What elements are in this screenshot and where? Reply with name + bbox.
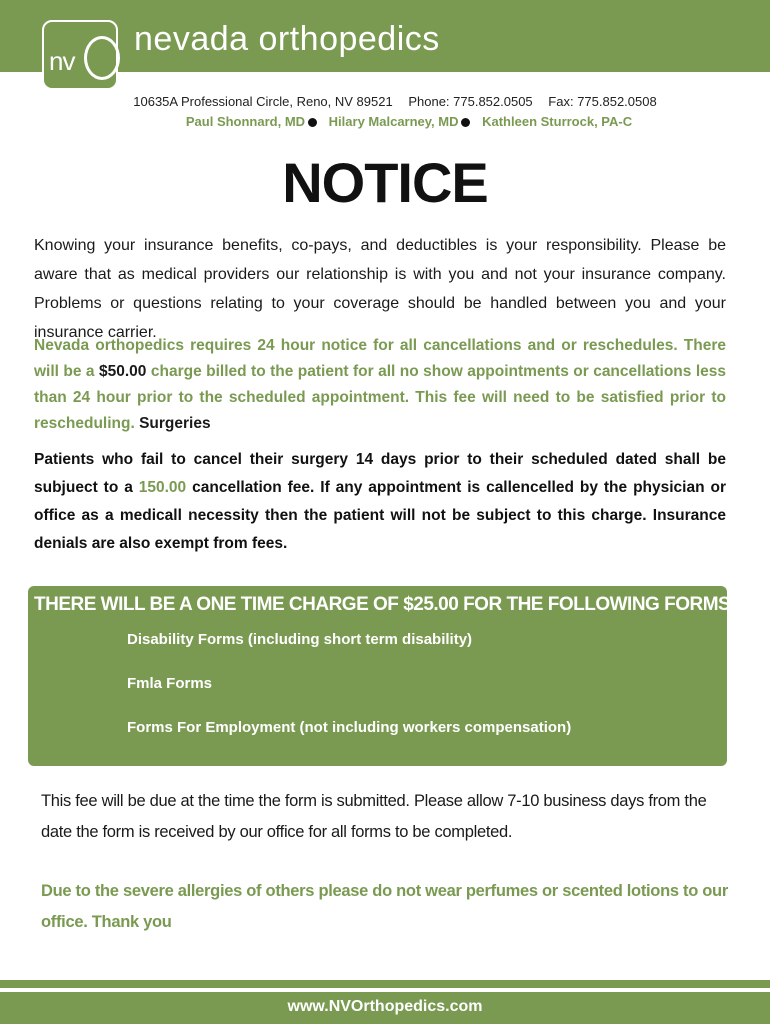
fax: Fax: 775.852.0508 xyxy=(548,94,657,109)
bullet-icon xyxy=(461,118,470,127)
form-item: Disability Forms (including short term disability) xyxy=(127,631,473,648)
surgery-text-2: cancellation fee. If any appointment is callencelled by the physician or office as a medicall necessity then the patient will not be subject to this charge. Insurance denials are also exempt from fees. xyxy=(34,479,726,552)
allergy-paragraph: Due to the severe allergies of others please do not wear perfumes or scented lotions to our office. Thank you xyxy=(41,882,728,931)
forms-charge-box xyxy=(28,586,737,766)
surgeries-text: Surgeries xyxy=(134,415,211,432)
noshow-fee-amount: $50.00 xyxy=(99,363,147,380)
website-link[interactable]: www.NVOrthopedics.com xyxy=(287,998,483,1015)
insurance-paragraph: Knowing your insurance benefits, co-pays, and deductibles is your responsibility. Please be aware that as medical providers our relationship is with you and not your insurance company. Problems or questions relating to your coverage should be handled between you and your insurance carrier. xyxy=(34,237,726,341)
surgery-paragraph xyxy=(34,446,726,558)
phone: Phone: 775.852.0505 xyxy=(408,94,533,109)
bullet-icon xyxy=(308,118,317,127)
footer-bar xyxy=(0,992,770,1024)
logo-ring-icon xyxy=(84,36,120,80)
doctors-line xyxy=(0,114,770,129)
page-title: NOTICE xyxy=(282,151,488,214)
cancellation-text-2: charge billed to the patient for all no show appointments or cancellations less than 24 hour prior to the scheduled appointment. This fee will need to be satisfied prior to rescheduling. xyxy=(34,363,727,432)
surgery-text: Patients who fail to cancel their surgery 14 days prior to their scheduled dated shall be subjuect to a xyxy=(34,451,726,496)
cancellation-text: Nevada orthopedics requires 24 hour notice for all cancellations and or reschedules. There will be a xyxy=(34,337,726,380)
forms-fee-paragraph: This fee will be due at the time the form is submitted. Please allow 7-10 business days from the date the form is received by our office for all forms to be completed. xyxy=(41,792,707,841)
doctor-name: Kathleen Sturrock, PA-C xyxy=(482,114,633,129)
form-item: Fmla Forms xyxy=(127,675,213,692)
form-item: Forms For Employment (not including workers compensation) xyxy=(127,719,572,736)
footer-divider xyxy=(0,980,770,988)
address: 10635A Professional Circle, Reno, NV 89521 xyxy=(133,94,393,109)
surgery-fee-amount: 150.00 xyxy=(138,479,187,496)
forms-box-title: THERE WILL BE A ONE TIME CHARGE OF $25.00 FOR THE FOLLOWING FORMS: xyxy=(34,594,737,615)
logo-text: nv xyxy=(49,46,75,76)
brand-name: nevada orthopedics xyxy=(134,20,440,58)
doctor-name: Hilary Malcarney, MD xyxy=(328,114,459,129)
contact-line xyxy=(0,94,770,109)
nvo-logo xyxy=(42,20,118,90)
cancellation-paragraph xyxy=(34,333,726,437)
doctor-name: Paul Shonnard, MD xyxy=(185,114,306,129)
